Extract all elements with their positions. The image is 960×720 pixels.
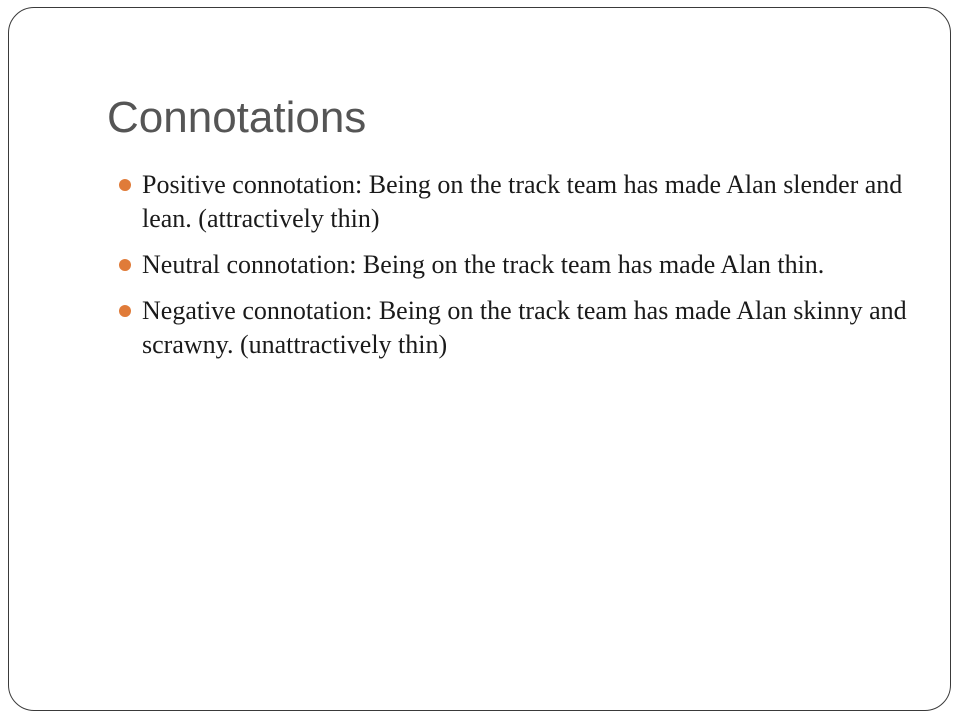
bullet-dot-icon [119,305,131,317]
bullet-text: Neutral connotation: Being on the track team has made Alan thin. [142,250,825,279]
bullet-item-positive [119,168,909,236]
bullet-dot-icon [119,259,131,271]
bullet-list [119,168,909,374]
bullet-item-negative [119,294,909,362]
bullet-text: Negative connotation: Being on the track team has made Alan skinny and scrawny. (unattractively thin) [142,296,907,359]
bullet-item-neutral [119,248,909,282]
slide [8,7,951,711]
slide-title: Connotations [107,93,367,142]
bullet-text: Positive connotation: Being on the track team has made Alan slender and lean. (attractively thin) [142,170,903,233]
bullet-dot-icon [119,179,131,191]
